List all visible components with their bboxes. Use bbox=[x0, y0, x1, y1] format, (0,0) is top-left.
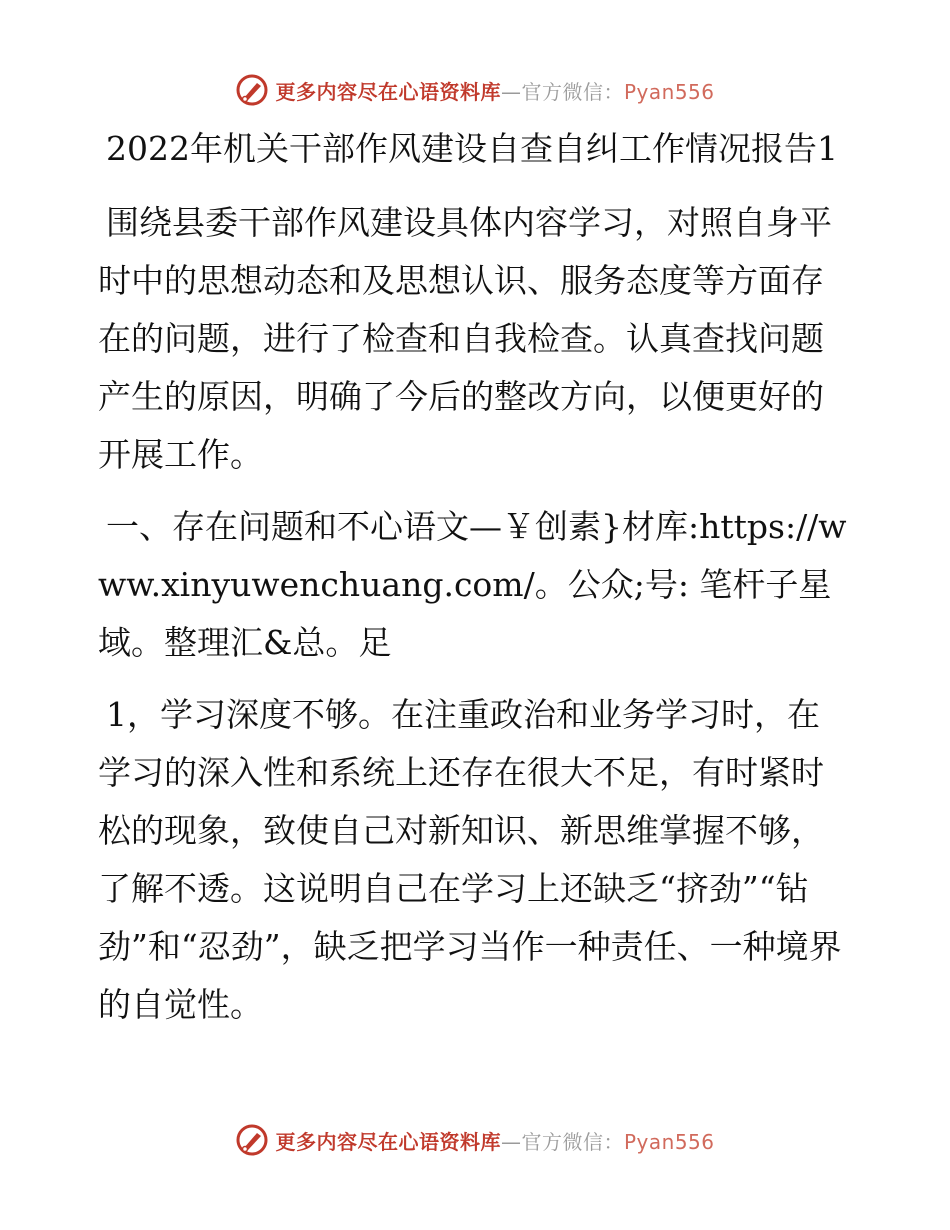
banner-wechat-label: 官方微信： bbox=[521, 1129, 624, 1154]
banner-wechat-id: Pyan556 bbox=[623, 1129, 715, 1154]
document-body bbox=[98, 120, 850, 1048]
pen-logo-icon bbox=[235, 73, 269, 107]
banner-main-text: 更多内容尽在心语资料库 bbox=[275, 79, 501, 104]
banner-wechat-id: Pyan556 bbox=[623, 79, 715, 104]
banner-text bbox=[275, 76, 714, 105]
banner-dash: — bbox=[500, 79, 522, 104]
header-banner bbox=[0, 70, 950, 110]
banner-main-text: 更多内容尽在心语资料库 bbox=[275, 1129, 501, 1154]
banner-dash: — bbox=[500, 1129, 522, 1154]
paragraph-item-1: 1，学习深度不够。在注重政治和业务学习时，在学习的深入性和系统上还存在很大不足，有时紧时松的现象，致使自己对新知识、新思维掌握不够，了解不透。这说明自己在学习上还缺乏“挤劲”“钻劲”和“忍劲”，缺乏把学习当作一种责任、一种境界的自觉性。 bbox=[98, 695, 842, 1024]
pen-logo-icon bbox=[235, 1123, 269, 1157]
footer-banner bbox=[0, 1120, 950, 1160]
document-title: 2022年机关干部作风建设自查自纠工作情况报告1 bbox=[106, 129, 838, 168]
paragraph-section-heading: 一、存在问题和不心语文—￥创素}材库:https://www.xinyuwenchuang.com/。公众;号: 笔杆子星域。整理汇&总。足 bbox=[98, 507, 847, 662]
banner-text bbox=[275, 1126, 714, 1155]
banner-wechat-label: 官方微信： bbox=[521, 79, 624, 104]
paragraph-intro: 围绕县委干部作风建设具体内容学习，对照自身平时中的思想动态和及思想认识、服务态度等方面存在的问题，进行了检查和自我检查。认真查找问题产生的原因，明确了今后的整改方向，以便更好的开展工作。 bbox=[98, 203, 832, 474]
